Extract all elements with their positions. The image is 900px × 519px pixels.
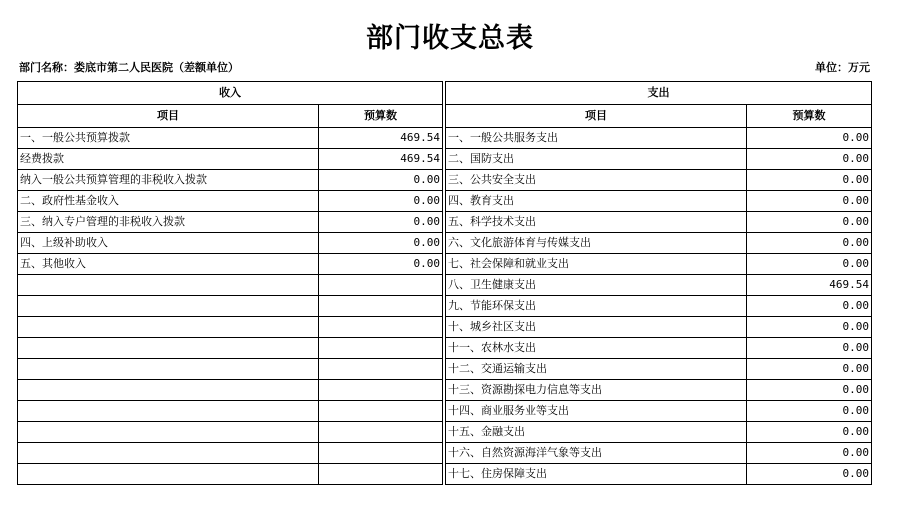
expense-item-name: 十六、自然资源海洋气象等支出 xyxy=(446,443,747,464)
expense-item-name: 十二、交通运输支出 xyxy=(446,359,747,380)
expense-budget-header: 预算数 xyxy=(747,105,872,128)
income-item-value xyxy=(319,296,443,317)
unit-label: 单位：万元 xyxy=(815,61,870,74)
expense-item-name: 七、社会保障和就业支出 xyxy=(446,254,747,275)
section-header-row xyxy=(18,82,872,105)
table-row xyxy=(18,128,872,149)
expense-item-value: 0.00 xyxy=(747,464,872,485)
income-item-value xyxy=(319,338,443,359)
table-row xyxy=(18,149,872,170)
expense-item-name: 二、国防支出 xyxy=(446,149,747,170)
income-item-value xyxy=(319,275,443,296)
expense-item-value: 0.00 xyxy=(747,422,872,443)
table-row xyxy=(18,275,872,296)
income-header: 收入 xyxy=(18,82,443,105)
income-item-name: 三、纳入专户管理的非税收入拨款 xyxy=(18,212,319,233)
income-budget-header: 预算数 xyxy=(319,105,443,128)
income-item-name xyxy=(18,380,319,401)
expense-item-value: 0.00 xyxy=(747,380,872,401)
department-name: 部门名称：娄底市第二人民医院（差额单位） xyxy=(19,61,239,74)
expense-item-value: 0.00 xyxy=(747,296,872,317)
table-row xyxy=(18,317,872,338)
income-item-name xyxy=(18,275,319,296)
income-item-value xyxy=(319,443,443,464)
expense-item-value: 0.00 xyxy=(747,233,872,254)
expense-item-name: 十五、金融支出 xyxy=(446,422,747,443)
income-item-value: 0.00 xyxy=(319,254,443,275)
expense-header: 支出 xyxy=(446,82,872,105)
expense-item-name: 十七、住房保障支出 xyxy=(446,464,747,485)
income-item-value: 469.54 xyxy=(319,128,443,149)
income-item-name xyxy=(18,338,319,359)
expense-item-name: 十、城乡社区支出 xyxy=(446,317,747,338)
income-item-header: 项目 xyxy=(18,105,319,128)
income-item-name xyxy=(18,401,319,422)
income-item-name: 四、上级补助收入 xyxy=(18,233,319,254)
income-item-value: 0.00 xyxy=(319,170,443,191)
income-item-name: 经费拨款 xyxy=(18,149,319,170)
income-item-name: 二、政府性基金收入 xyxy=(18,191,319,212)
expense-item-value: 0.00 xyxy=(747,401,872,422)
table-row xyxy=(18,191,872,212)
table-row xyxy=(18,338,872,359)
expense-item-value: 0.00 xyxy=(747,317,872,338)
expense-item-value: 0.00 xyxy=(747,212,872,233)
expense-item-value: 0.00 xyxy=(747,128,872,149)
expense-item-name: 十四、商业服务业等支出 xyxy=(446,401,747,422)
table-row xyxy=(18,170,872,191)
income-item-name xyxy=(18,317,319,338)
expense-item-name: 十三、资源勘探电力信息等支出 xyxy=(446,380,747,401)
income-item-value xyxy=(319,380,443,401)
table-row xyxy=(18,443,872,464)
expense-item-value: 0.00 xyxy=(747,443,872,464)
budget-table xyxy=(17,81,872,485)
income-item-value xyxy=(319,317,443,338)
income-item-value xyxy=(319,464,443,485)
expense-item-name: 三、公共安全支出 xyxy=(446,170,747,191)
budget-table-body xyxy=(18,82,872,485)
expense-item-value: 0.00 xyxy=(747,359,872,380)
expense-item-value: 0.00 xyxy=(747,170,872,191)
income-item-value: 0.00 xyxy=(319,212,443,233)
table-row xyxy=(18,464,872,485)
income-item-name xyxy=(18,443,319,464)
expense-item-name: 十一、农林水支出 xyxy=(446,338,747,359)
column-header-row xyxy=(18,105,872,128)
income-item-name: 一、一般公共预算拨款 xyxy=(18,128,319,149)
page-title: 部门收支总表 xyxy=(366,23,534,54)
expense-item-name: 四、教育支出 xyxy=(446,191,747,212)
income-item-name: 五、其他收入 xyxy=(18,254,319,275)
income-item-name xyxy=(18,464,319,485)
expense-item-value: 0.00 xyxy=(747,254,872,275)
income-item-value: 469.54 xyxy=(319,149,443,170)
table-row xyxy=(18,212,872,233)
income-item-value xyxy=(319,422,443,443)
expense-item-name: 一、一般公共服务支出 xyxy=(446,128,747,149)
table-row xyxy=(18,359,872,380)
income-item-name xyxy=(18,359,319,380)
expense-item-name: 八、卫生健康支出 xyxy=(446,275,747,296)
income-item-value: 0.00 xyxy=(319,191,443,212)
table-row xyxy=(18,254,872,275)
table-row xyxy=(18,380,872,401)
expense-item-value: 0.00 xyxy=(747,149,872,170)
income-item-value: 0.00 xyxy=(319,233,443,254)
table-row xyxy=(18,233,872,254)
table-row xyxy=(18,296,872,317)
expense-item-name: 九、节能环保支出 xyxy=(446,296,747,317)
table-row xyxy=(18,401,872,422)
income-item-value xyxy=(319,401,443,422)
expense-item-value: 469.54 xyxy=(747,275,872,296)
expense-item-name: 五、科学技术支出 xyxy=(446,212,747,233)
income-item-value xyxy=(319,359,443,380)
expense-item-value: 0.00 xyxy=(747,191,872,212)
expense-item-header: 项目 xyxy=(446,105,747,128)
income-item-name xyxy=(18,422,319,443)
income-item-name xyxy=(18,296,319,317)
expense-item-value: 0.00 xyxy=(747,338,872,359)
income-item-name: 纳入一般公共预算管理的非税收入拨款 xyxy=(18,170,319,191)
expense-item-name: 六、文化旅游体育与传媒支出 xyxy=(446,233,747,254)
table-row xyxy=(18,422,872,443)
